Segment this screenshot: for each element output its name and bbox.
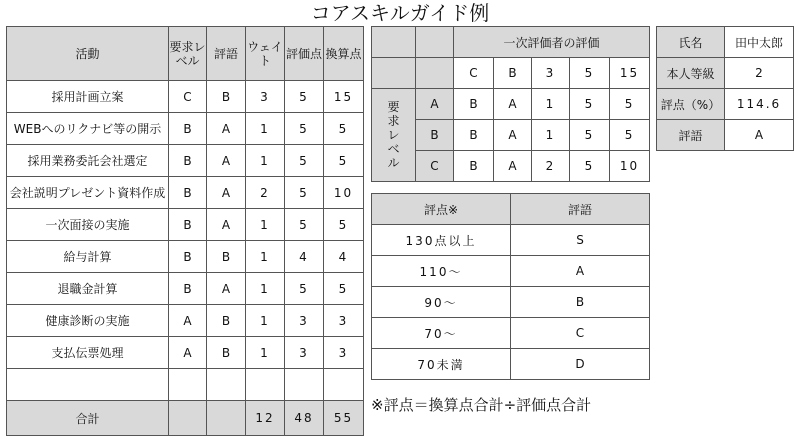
table-row [7, 209, 364, 241]
score: 3 [285, 337, 324, 369]
matrix-cell: 10 [610, 151, 650, 182]
header-required-level: 要求レベル [169, 27, 207, 81]
activity-name: 給与計算 [7, 241, 169, 273]
person-label: 評語 [657, 120, 725, 151]
person-row-grade-level [657, 58, 794, 89]
grade: A [207, 145, 246, 177]
matrix-corner [416, 58, 454, 89]
grade: A [207, 273, 246, 305]
scale-grade: S [511, 225, 650, 256]
converted: 5 [324, 113, 364, 145]
activity-table-header [7, 27, 364, 81]
scale-grade: B [511, 287, 650, 318]
table-row [7, 337, 364, 369]
score: 5 [285, 145, 324, 177]
matrix-cell: 5 [570, 89, 610, 120]
page-title: コアスキルガイド例 [310, 1, 490, 25]
matrix-corner [372, 58, 416, 89]
formula-note: ※評点＝換算点合計÷評価点合計 [371, 396, 592, 414]
weight [246, 369, 285, 401]
header-weight: ウェイト [246, 27, 285, 81]
weight: 1 [246, 113, 285, 145]
matrix-cell: A [494, 151, 532, 182]
matrix-level: B [416, 120, 454, 151]
table-row [7, 177, 364, 209]
weight: 1 [246, 337, 285, 369]
matrix-cell: 3 [532, 58, 570, 89]
person-value: A [725, 120, 794, 151]
person-value: 2 [725, 58, 794, 89]
person-info-table [656, 26, 794, 151]
score: 3 [285, 305, 324, 337]
matrix-cell: B [494, 58, 532, 89]
required-level: B [169, 145, 207, 177]
activity-name: 退職金計算 [7, 273, 169, 305]
grade: B [207, 305, 246, 337]
total-converted: 55 [324, 401, 364, 436]
score: 5 [285, 209, 324, 241]
table-row [7, 145, 364, 177]
person-label: 氏名 [657, 27, 725, 58]
activity-table [6, 26, 364, 436]
table-row [7, 81, 364, 113]
matrix-row-label: 要求レベル [372, 89, 416, 182]
header-activity: 活動 [7, 27, 169, 81]
matrix-level: A [416, 89, 454, 120]
matrix-cell: 5 [570, 58, 610, 89]
table-row [372, 225, 650, 256]
table-row [7, 113, 364, 145]
required-level [169, 369, 207, 401]
matrix-cell: B [454, 151, 494, 182]
grade: A [207, 113, 246, 145]
grade-scale-table [371, 193, 650, 380]
matrix-corner [416, 27, 454, 58]
scale-threshold: 110～ [372, 256, 511, 287]
converted: 5 [324, 273, 364, 305]
required-level: B [169, 113, 207, 145]
person-value: 114.6 [725, 89, 794, 120]
matrix-cell: 1 [532, 120, 570, 151]
score: 5 [285, 273, 324, 305]
scale-grade: C [511, 318, 650, 349]
matrix-cell: 1 [532, 89, 570, 120]
person-label: 本人等級 [657, 58, 725, 89]
matrix-cell: 5 [570, 120, 610, 151]
activity-name: 会社説明プレゼント資料作成 [7, 177, 169, 209]
matrix-cell: C [454, 58, 494, 89]
required-level: A [169, 305, 207, 337]
table-row [7, 241, 364, 273]
converted: 3 [324, 337, 364, 369]
score: 4 [285, 241, 324, 273]
weight: 1 [246, 273, 285, 305]
scale-header [372, 194, 650, 225]
total-required-level [169, 401, 207, 436]
converted: 15 [324, 81, 364, 113]
total-label: 合計 [7, 401, 169, 436]
matrix-cell: B [454, 120, 494, 151]
matrix-cell: A [494, 89, 532, 120]
grade: B [207, 81, 246, 113]
scale-grade: D [511, 349, 650, 380]
score [285, 369, 324, 401]
required-level: B [169, 209, 207, 241]
total-row [7, 401, 364, 436]
required-level: C [169, 81, 207, 113]
matrix-cell: 5 [610, 120, 650, 151]
table-row [372, 287, 650, 318]
total-weight: 12 [246, 401, 285, 436]
weight: 2 [246, 177, 285, 209]
person-value: 田中太郎 [725, 27, 794, 58]
table-row-empty [7, 369, 364, 401]
scale-grade: A [511, 256, 650, 287]
score: 5 [285, 177, 324, 209]
weight: 1 [246, 305, 285, 337]
grade: B [207, 337, 246, 369]
converted: 10 [324, 177, 364, 209]
person-label: 評点（%） [657, 89, 725, 120]
converted [324, 369, 364, 401]
converted: 5 [324, 145, 364, 177]
activity-name: 支払伝票処理 [7, 337, 169, 369]
scale-threshold: 90～ [372, 287, 511, 318]
scale-threshold: 70未満 [372, 349, 511, 380]
table-row [372, 349, 650, 380]
matrix-cell: 5 [570, 151, 610, 182]
person-row-name [657, 27, 794, 58]
matrix-corner [372, 27, 416, 58]
converted: 4 [324, 241, 364, 273]
table-row [7, 273, 364, 305]
matrix-cell: 15 [610, 58, 650, 89]
required-level: B [169, 273, 207, 305]
weight: 1 [246, 241, 285, 273]
table-row [372, 256, 650, 287]
total-score: 48 [285, 401, 324, 436]
grade: B [207, 241, 246, 273]
activity-name: 採用計画立案 [7, 81, 169, 113]
matrix-level: C [416, 151, 454, 182]
scale-header-grade: 評語 [511, 194, 650, 225]
score: 5 [285, 81, 324, 113]
matrix-cell: 5 [610, 89, 650, 120]
converted: 5 [324, 209, 364, 241]
person-row-grade [657, 120, 794, 151]
matrix-cell: A [494, 120, 532, 151]
score: 5 [285, 113, 324, 145]
scale-threshold: 130点以上 [372, 225, 511, 256]
grade [207, 369, 246, 401]
evaluator-matrix [371, 26, 650, 182]
required-level: B [169, 241, 207, 273]
grade: A [207, 209, 246, 241]
activity-name [7, 369, 169, 401]
converted: 3 [324, 305, 364, 337]
header-score: 評価点 [285, 27, 324, 81]
header-grade: 評語 [207, 27, 246, 81]
weight: 1 [246, 209, 285, 241]
activity-name: 健康診断の実施 [7, 305, 169, 337]
required-level: A [169, 337, 207, 369]
activity-name: 採用業務委託会社選定 [7, 145, 169, 177]
weight: 3 [246, 81, 285, 113]
activity-name: 一次面接の実施 [7, 209, 169, 241]
table-row [7, 305, 364, 337]
grade: A [207, 177, 246, 209]
matrix-cell: B [454, 89, 494, 120]
person-row-score [657, 89, 794, 120]
matrix-cell: 2 [532, 151, 570, 182]
total-grade [207, 401, 246, 436]
weight: 1 [246, 145, 285, 177]
activity-name: WEBへのリクナビ等の開示 [7, 113, 169, 145]
matrix-header: 一次評価者の評価 [454, 27, 650, 58]
scale-header-score: 評点※ [372, 194, 511, 225]
header-converted: 換算点 [324, 27, 364, 81]
table-row [372, 318, 650, 349]
required-level: B [169, 177, 207, 209]
scale-threshold: 70～ [372, 318, 511, 349]
